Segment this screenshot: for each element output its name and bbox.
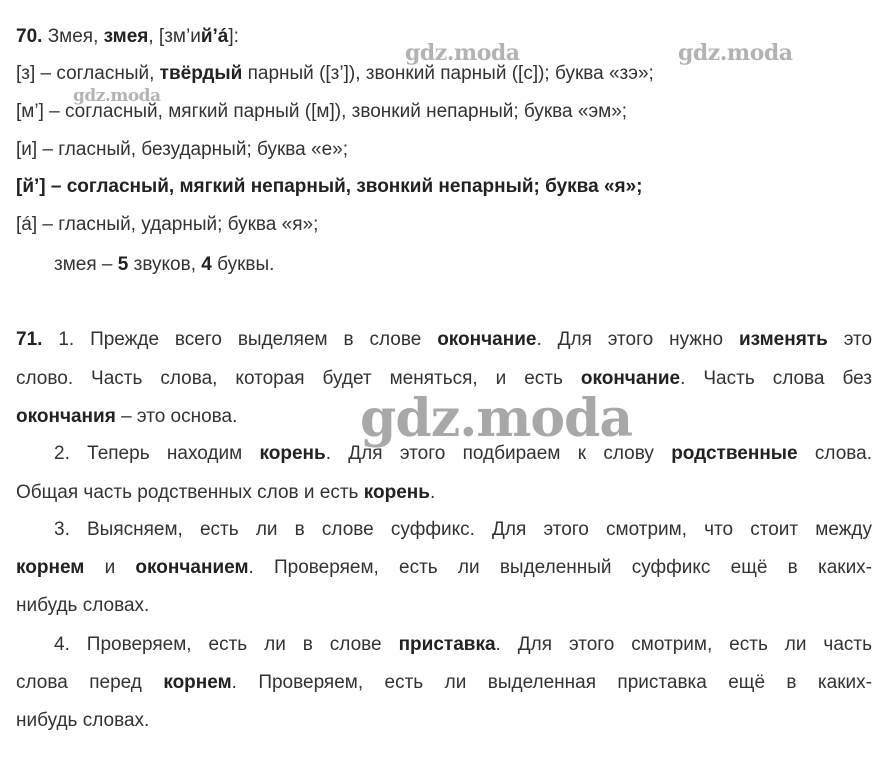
ex70-sound-j <box>16 175 643 199</box>
ex70-summary-b: звуков, <box>133 254 196 275</box>
ex71-p4-text: 4. Проверяем, есть ли в слове <box>54 634 382 655</box>
ex70-z-text-a: [з] – согласный, <box>16 63 155 84</box>
ex71-p1-term-ending: окончания <box>16 406 116 427</box>
ex71-p2-text: . Для этого подбираем к слову <box>325 443 654 464</box>
ex71-number: 71. <box>16 329 43 350</box>
ex70-transcription-bold: й’á <box>200 26 229 47</box>
ex71-p3-term-ending: окончанием <box>135 557 249 578</box>
ex71-p1-term-change: изменять <box>738 329 828 350</box>
ex71-p3-text: . Проверяем, есть ли выделенный суффикс ещё в каких- <box>248 557 873 578</box>
ex71-p2-text: Общая часть родственных слов и есть <box>16 482 359 503</box>
ex71-p4-line3 <box>16 709 149 733</box>
ex70-transcription-open: , [зм’и <box>148 26 201 47</box>
ex70-sound-a <box>16 213 318 237</box>
ex70-i-text: [и] – гласный, безударный; буква «е»; <box>16 139 348 160</box>
ex71-p2-text: слова. <box>814 443 873 464</box>
ex71-p1-term-ending: окончание <box>437 329 537 350</box>
ex70-sound-i <box>16 138 348 162</box>
ex70-sound-count: 5 <box>117 254 129 275</box>
ex71-p1-text: . Часть слова без <box>680 368 873 389</box>
ex70-summary-c: буквы. <box>217 254 275 275</box>
ex71-p1-text: 1. Прежде всего выделяем в слове <box>58 329 422 350</box>
ex71-p3-line1 <box>54 518 872 542</box>
ex70-j-text: [й’] – согласный, мягкий непарный, звонкий непарный; буква «я»; <box>16 176 643 197</box>
ex70-transcription-close: ]: <box>228 26 239 47</box>
ex71-p2-term-related: родственные <box>671 443 798 464</box>
ex71-p1-line3 <box>16 405 237 429</box>
ex71-p1-text: – это основа. <box>121 406 238 427</box>
ex71-p2-text: 2. Теперь находим <box>54 443 243 464</box>
ex71-p2-text: . <box>429 482 436 503</box>
ex71-p1-term-ending: окончание <box>580 368 681 389</box>
ex70-number: 70. <box>16 26 43 47</box>
ex71-p3-term-root: корнем <box>16 557 85 578</box>
ex71-p4-text: . Проверяем, есть ли выделенная приставка ещё в каких- <box>231 672 872 693</box>
ex71-p4-line2 <box>16 671 872 695</box>
ex71-p4-term-root: корнем <box>163 672 232 693</box>
ex71-p3-line3 <box>16 594 149 618</box>
ex71-p3-text: нибудь словах. <box>16 595 150 616</box>
watermark: gdz.moda <box>360 388 633 449</box>
ex70-letter-count: 4 <box>201 254 212 275</box>
ex70-summary <box>54 253 274 277</box>
ex70-z-text-c: парный ([з’]), звонкий парный ([с]); буква «зэ»; <box>247 63 654 84</box>
ex71-p1-text: . Для этого нужно <box>536 329 724 350</box>
ex70-z-text-bold: твёрдый <box>159 63 243 84</box>
ex70-title-bold: змея <box>103 26 149 47</box>
ex71-p4-line1 <box>54 633 872 657</box>
watermark: gdz.moda <box>405 40 520 66</box>
ex71-p1-line1 <box>16 328 872 352</box>
ex71-p4-text: слова перед <box>16 672 142 693</box>
ex71-p2-term-root: корень <box>363 482 430 503</box>
ex70-title-line <box>16 25 239 49</box>
ex71-p2-term-root: корень <box>259 443 326 464</box>
watermark: gdz.moda <box>678 40 793 66</box>
ex71-p4-term-prefix: приставка <box>398 634 496 655</box>
ex71-p1-text: слово. Часть слова, которая будет меняться, и есть <box>16 368 563 389</box>
ex70-sound-z <box>16 62 654 86</box>
ex71-p3-text: 3. Выясняем, есть ли в слове суффикс. Для этого смотрим, что стоит между <box>54 519 872 540</box>
ex71-p3-text: и <box>104 557 116 578</box>
ex70-title-word: Змея, <box>47 26 99 47</box>
ex70-m-text: [м’] – согласный, мягкий парный ([м]), звонкий непарный; буква «эм»; <box>16 101 628 122</box>
ex71-p3-line2 <box>16 556 872 580</box>
ex71-p1-text: это <box>843 329 873 350</box>
ex70-summary-a: змея – <box>54 254 113 275</box>
ex71-p4-text: нибудь словах. <box>16 710 150 731</box>
ex70-a-text: [á] – гласный, ударный; буква «я»; <box>16 214 319 235</box>
watermark: gdz.moda <box>73 86 161 106</box>
ex71-p2-line2 <box>16 481 435 505</box>
ex71-p4-text: . Для этого смотрим, есть ли часть <box>495 634 873 655</box>
